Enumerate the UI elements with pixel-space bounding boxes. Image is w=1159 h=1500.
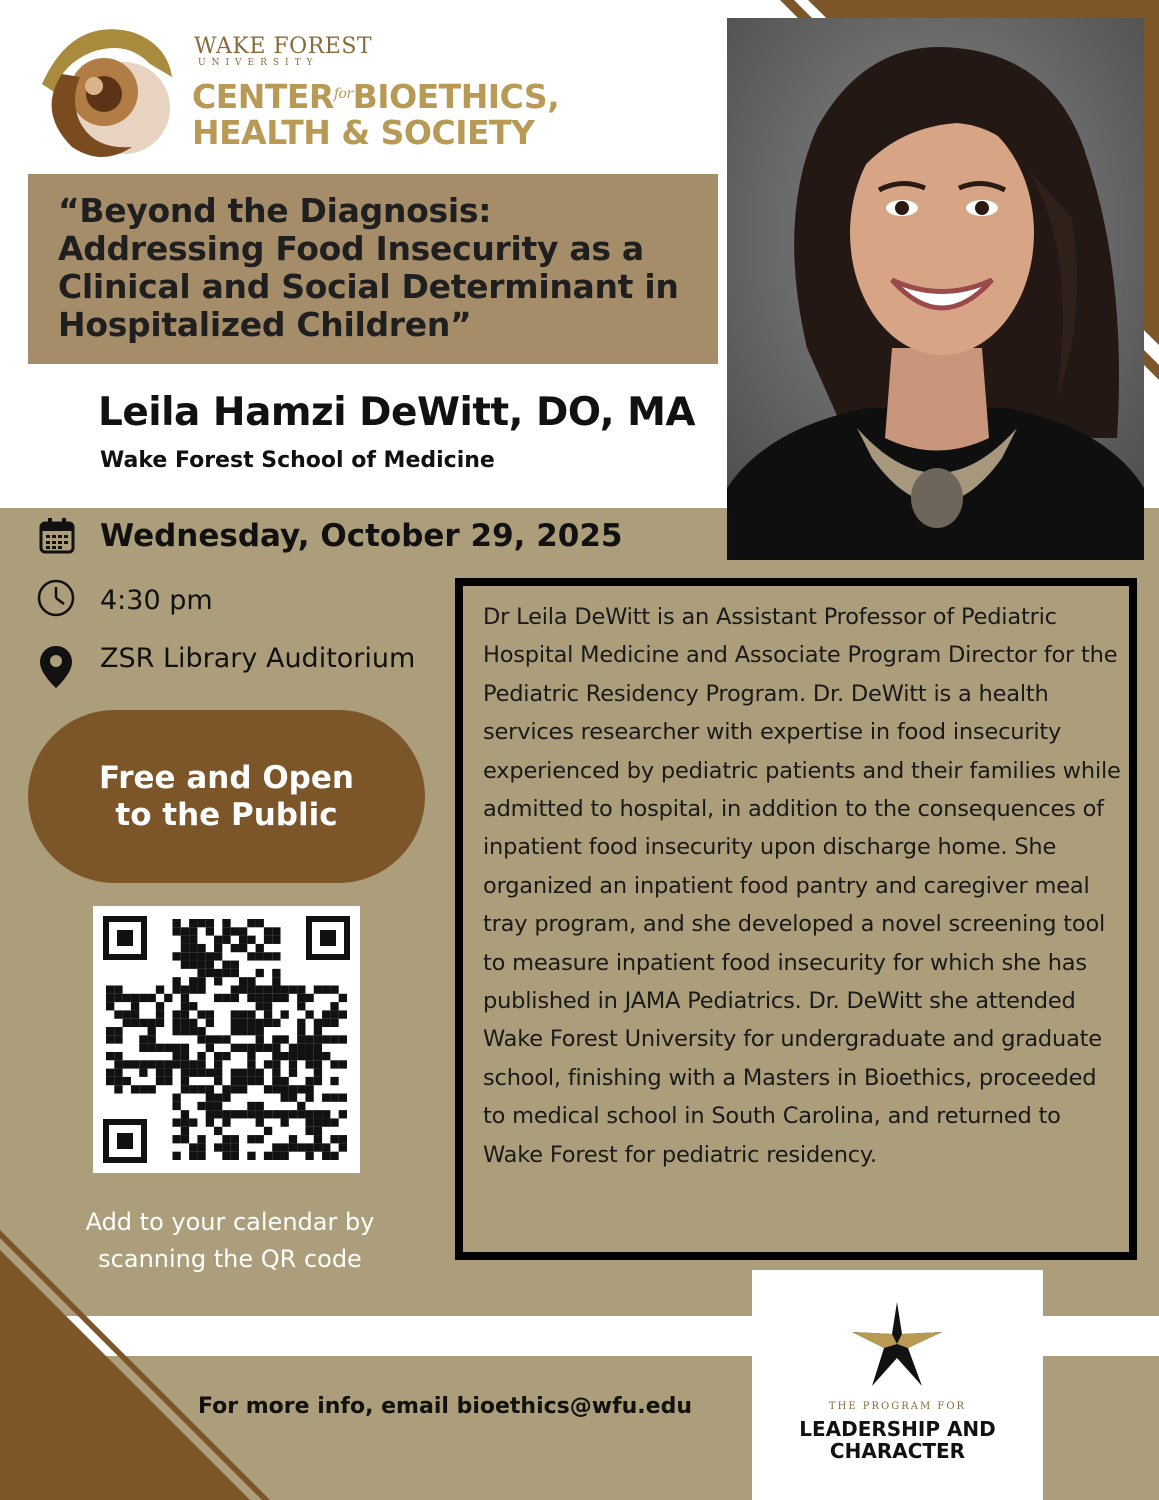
center-logo-icon bbox=[32, 22, 182, 162]
logo-center-word: CENTER bbox=[192, 77, 334, 116]
qr-code[interactable] bbox=[93, 906, 360, 1173]
event-date: Wednesday, October 29, 2025 bbox=[100, 518, 623, 554]
event-time: 4:30 pm bbox=[100, 585, 213, 616]
cta-line-1: Free and Open bbox=[99, 759, 354, 796]
partner-logo bbox=[752, 1270, 1043, 1500]
partner-subtitle: THE PROGRAM FOR bbox=[828, 1401, 967, 1412]
speaker-affiliation: Wake Forest School of Medicine bbox=[100, 448, 495, 473]
event-location: ZSR Library Auditorium bbox=[100, 643, 416, 674]
cta-line-2: to the Public bbox=[115, 796, 338, 833]
qr-caption bbox=[40, 1204, 420, 1278]
partner-name-line-2: CHARACTER bbox=[829, 1439, 966, 1463]
talk-title: “Beyond the Diagnosis: Addressing Food Insecurity as a Clinical and Social Determinant in Hospitalized Children” bbox=[58, 191, 679, 344]
speaker-portrait-icon bbox=[727, 18, 1144, 560]
logo-center-name bbox=[192, 76, 559, 151]
logo-health-society: HEALTH & SOCIETY bbox=[192, 113, 535, 152]
speaker-bio: Dr Leila DeWitt is an Assistant Professor of Pediatric Hospital Medicine and Associate Program Director for the Pediatric Residency Program. Dr. DeWitt is a health services researcher with expertise in food insecurity experienced by pediatric patients and their families while admitted to hospital, in addition to the consequences of inpatient food insecurity upon discharge home. She organized an inpatient food pantry and caregiver meal tray program, and she developed a novel screening tool to measure inpatient food insecurity for which she has published in JAMA Pediatrics. Dr. DeWitt she attended Wake Forest University for undergraduate and graduate school, finishing with a Masters in Bioethics, proceeded to medical school in South Carolina, and returned to Wake Forest for pediatric residency. bbox=[483, 604, 1121, 1168]
star-icon bbox=[852, 1302, 942, 1386]
calendar-icon bbox=[37, 516, 77, 556]
qr-caption-line-2: scanning the QR code bbox=[98, 1245, 362, 1273]
qr-caption-line-1: Add to your calendar by bbox=[85, 1208, 375, 1236]
logo-university-sub: UNIVERSITY bbox=[198, 58, 319, 68]
partner-name bbox=[752, 1418, 1043, 1462]
logo-university-name: WAKE FOREST bbox=[194, 34, 373, 59]
contact-info: For more info, email bioethics@wfu.edu bbox=[198, 1394, 692, 1419]
free-admission-badge bbox=[28, 710, 425, 883]
partner-name-line-1: LEADERSHIP AND bbox=[799, 1417, 996, 1441]
logo-for-word: for bbox=[333, 86, 353, 102]
speaker-name: Leila Hamzi DeWitt, DO, MA bbox=[98, 390, 696, 435]
logo-bioethics-word: BIOETHICS, bbox=[352, 77, 560, 116]
clock-icon bbox=[36, 578, 76, 618]
speaker-bio-box bbox=[455, 578, 1137, 1260]
qr-code-icon bbox=[93, 906, 360, 1173]
talk-title-box bbox=[28, 174, 718, 364]
map-pin-icon bbox=[36, 644, 76, 690]
speaker-photo bbox=[727, 18, 1144, 560]
